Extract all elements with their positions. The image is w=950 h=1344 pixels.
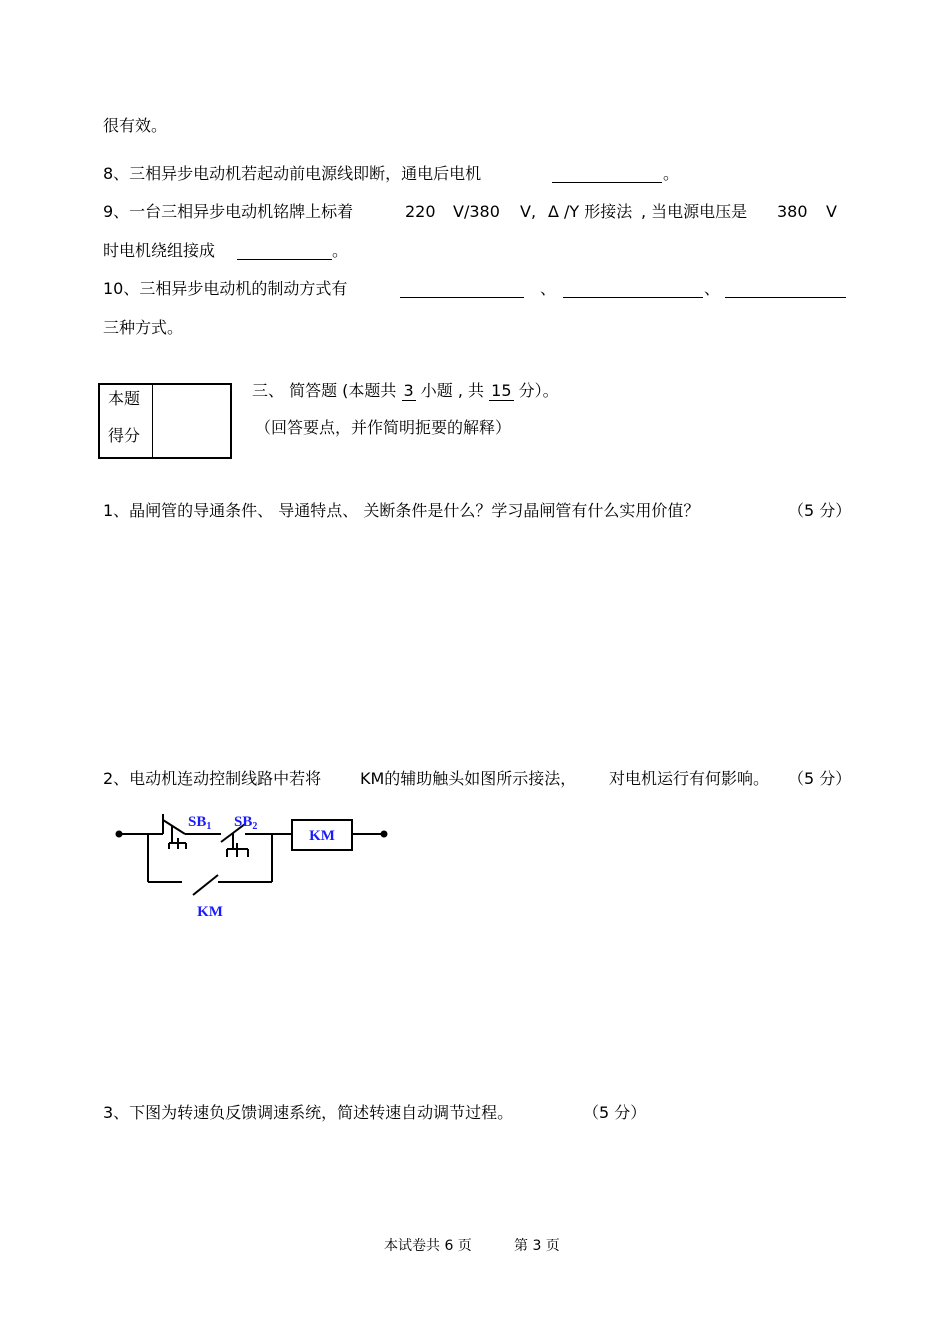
- question-8-blank[interactable]: [552, 182, 662, 183]
- footer-total-pages: 本试卷共 6 页: [384, 1238, 472, 1254]
- section-3-heading-part-c: 分）。: [518, 381, 559, 400]
- question-10-blank-2[interactable]: [563, 297, 703, 298]
- question-9-voltage-1: 220: [405, 202, 436, 221]
- short-question-2-text-b: KM的辅助触头如图所示接法，: [360, 769, 577, 788]
- continued-text: 很有效。: [103, 116, 168, 135]
- score-entry-cell[interactable]: [154, 389, 230, 455]
- short-question-3-text: 3、下图为转速负反馈调速系统，简述转速自动调节过程。: [103, 1103, 514, 1122]
- section-3-heading-part-a: 三、 简答题 (本题共: [252, 381, 397, 400]
- km-auxiliary-contact-symbol: [193, 875, 218, 895]
- question-8-text: 8、三相异步电动机若起动前电源线即断，通电后电机: [103, 164, 482, 183]
- section-3-question-count: 3: [403, 381, 414, 400]
- question-9-blank[interactable]: [237, 259, 332, 260]
- section-3-total-points: 15: [491, 381, 512, 400]
- question-10-text: 10、三相异步电动机的制动方式有: [103, 279, 348, 298]
- footer-current-page: 第 3 页: [514, 1238, 560, 1254]
- score-box-label-2: 得分: [108, 426, 141, 445]
- section-3-heading-part-b: 小题 , 共: [420, 381, 485, 400]
- right-terminal: [382, 832, 387, 837]
- question-10-blank-3[interactable]: [725, 297, 846, 298]
- score-box-label-1: 本题: [108, 389, 141, 408]
- question-9-line2: 时电机绕组接成: [103, 241, 216, 260]
- short-question-2-text-a: 2、电动机连动控制线路中若将: [103, 769, 322, 788]
- question-10-line2: 三种方式。: [103, 318, 184, 337]
- km-contact-label: KM: [197, 904, 223, 920]
- question-9-voltage-3: V,: [520, 202, 537, 221]
- km-coil-label: KM: [309, 828, 335, 844]
- sb1-label: $SB_1$: [188, 814, 212, 832]
- control-circuit-diagram: [110, 805, 400, 930]
- question-8-end: 。: [663, 164, 680, 183]
- short-question-1-text: 1、晶闸管的导通条件、 导通特点、 关断条件是什么？学习晶闸管有什么实用价值？: [103, 501, 700, 520]
- question-9-text: 9、一台三相异步电动机铭牌上标着: [103, 202, 354, 221]
- sb1-stop-button-symbol: [163, 814, 186, 849]
- question-10-sep-2: 、: [704, 279, 721, 298]
- short-question-2-text-c: 对电机运行有何影响。: [609, 769, 770, 788]
- question-10-blank-1[interactable]: [400, 297, 524, 298]
- question-9-connection: Δ /Y 形接法: [548, 202, 633, 221]
- section-3-heading: [252, 381, 559, 401]
- score-box: [98, 383, 232, 459]
- question-9-end: 。: [332, 241, 349, 260]
- answer-area-1[interactable]: [103, 530, 848, 755]
- short-question-2-score: （5 分）: [788, 769, 852, 788]
- section-3-instruction: （回答要点，并作简明扼要的解释）: [255, 418, 512, 437]
- score-box-divider: [152, 385, 153, 457]
- short-question-3-score: （5 分）: [583, 1103, 647, 1122]
- short-question-1-score: （5 分）: [788, 501, 852, 520]
- question-9-mid: , 当电源电压是: [641, 202, 748, 221]
- question-10-sep-1: 、: [540, 279, 557, 298]
- question-9-voltage-4: 380: [777, 202, 808, 221]
- question-9-voltage-2: V/380: [453, 202, 500, 221]
- question-9-voltage-5: V: [826, 202, 837, 221]
- sb2-label: $SB_2$: [234, 814, 258, 832]
